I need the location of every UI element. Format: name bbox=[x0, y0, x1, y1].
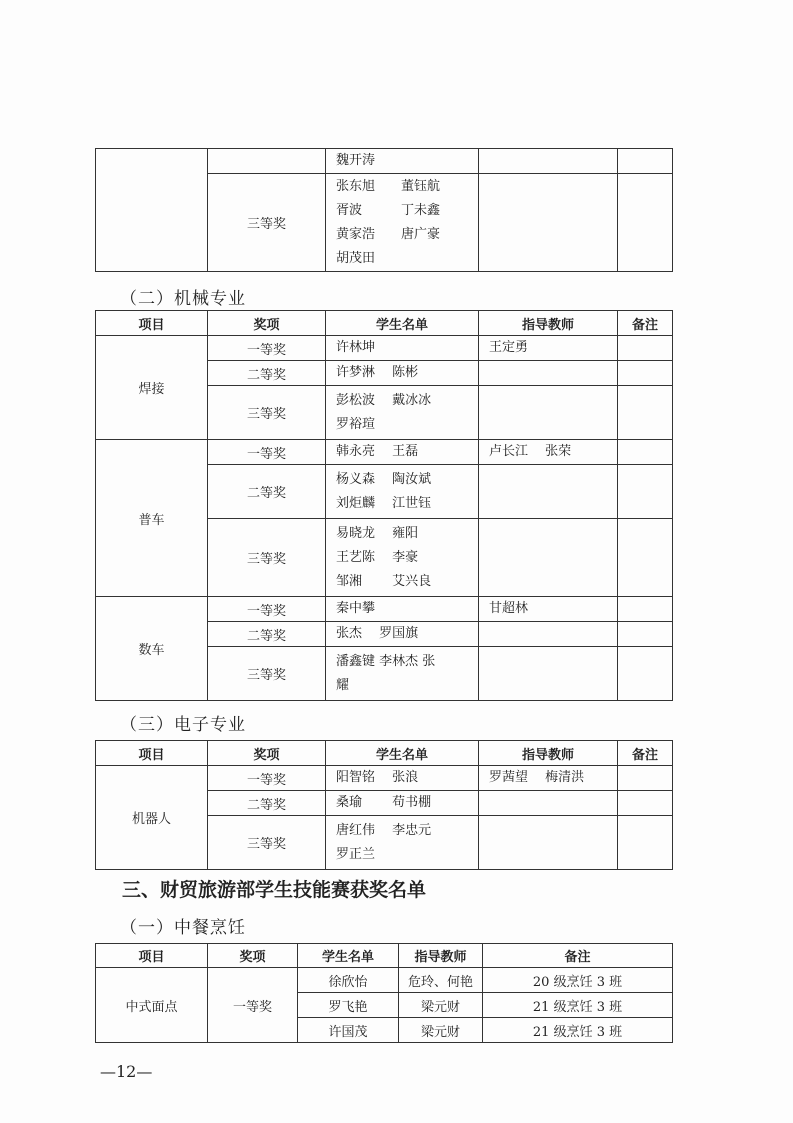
table-row: 中式面点 一等奖 徐欣怡 危玲、何艳 20 级烹饪 3 班 bbox=[96, 968, 673, 993]
students-cell: 魏开涛 bbox=[326, 149, 479, 174]
note-cell bbox=[618, 647, 673, 701]
students-cell: 韩永亮 王磊 bbox=[326, 440, 479, 465]
students-cell: 唐红伟 李忠元 罗正兰 bbox=[326, 816, 479, 870]
students-cell: 张杰 罗国旗 bbox=[326, 622, 479, 647]
students-cell: 阳智铭 张浪 bbox=[326, 766, 479, 791]
part-heading: 三、财贸旅游部学生技能赛获奖名单 bbox=[122, 879, 427, 901]
award-cell: 三等奖 bbox=[208, 519, 326, 597]
item-cell: 数车 bbox=[96, 597, 208, 701]
teacher-cell bbox=[479, 361, 618, 386]
award-cell: 二等奖 bbox=[208, 791, 326, 816]
note-cell bbox=[618, 465, 673, 519]
teacher-cell bbox=[479, 386, 618, 440]
teacher-cell bbox=[479, 647, 618, 701]
students-cell: 张东旭 董钰航 胥波 丁未鑫 黄家浩 唐广豪 胡茂田 bbox=[326, 174, 479, 272]
students-cell: 杨义森 陶汝斌 刘炬麟 江世钰 bbox=[326, 465, 479, 519]
note-cell bbox=[618, 597, 673, 622]
teacher-cell: 王定勇 bbox=[479, 336, 618, 361]
note-cell bbox=[618, 816, 673, 870]
award-cell: 二等奖 bbox=[208, 465, 326, 519]
students-cell: 许梦淋 陈彬 bbox=[326, 361, 479, 386]
students-cell: 彭松波 戴冰冰 罗裕瑄 bbox=[326, 386, 479, 440]
teacher-cell bbox=[479, 622, 618, 647]
teacher-cell bbox=[479, 465, 618, 519]
teacher-cell bbox=[479, 791, 618, 816]
electronics-award-table bbox=[95, 740, 673, 870]
award-cell: 三等奖 bbox=[208, 816, 326, 870]
table-row bbox=[96, 597, 673, 622]
note-cell bbox=[618, 791, 673, 816]
note-cell bbox=[618, 336, 673, 361]
section-heading-mechanical: （二）机械专业 bbox=[120, 289, 246, 309]
table-row bbox=[96, 440, 673, 465]
cooking-award-table bbox=[95, 943, 673, 1043]
page-number: —12— bbox=[100, 1062, 153, 1081]
item-cell: 焊接 bbox=[96, 336, 208, 440]
award-cell: 一等奖 bbox=[208, 440, 326, 465]
note-cell bbox=[618, 519, 673, 597]
students-cell: 许林坤 bbox=[326, 336, 479, 361]
mechanical-award-table bbox=[95, 310, 673, 701]
teacher-cell: 甘超林 bbox=[479, 597, 618, 622]
award-cell: 二等奖 bbox=[208, 622, 326, 647]
teacher-cell bbox=[479, 816, 618, 870]
award-cell: 一等奖 bbox=[208, 766, 326, 791]
note-cell bbox=[618, 622, 673, 647]
table-row: 许国茂 梁元财 21 级烹饪 3 班 bbox=[96, 1018, 673, 1043]
item-cell bbox=[96, 149, 208, 272]
award-cell: 三等奖 bbox=[208, 386, 326, 440]
award-cell: 二等奖 bbox=[208, 361, 326, 386]
students-cell: 潘鑫键 李林杰 张 耀 bbox=[326, 647, 479, 701]
note-cell bbox=[618, 361, 673, 386]
item-cell: 机器人 bbox=[96, 766, 208, 870]
table-row bbox=[96, 336, 673, 361]
award-table-continued bbox=[95, 148, 673, 272]
table-header: 项目 奖项 学生名单 指导教师 备注 bbox=[96, 741, 673, 766]
section-heading-electronics: （三）电子专业 bbox=[120, 715, 246, 735]
item-cell: 普车 bbox=[96, 440, 208, 597]
award-cell: 三等奖 bbox=[208, 647, 326, 701]
table-header: 项目 奖项 学生名单 指导教师 备注 bbox=[96, 311, 673, 336]
teacher-cell: 罗茜望 梅清洪 bbox=[479, 766, 618, 791]
table-row bbox=[96, 766, 673, 791]
award-cell: 三等奖 bbox=[208, 174, 326, 272]
award-cell: 一等奖 bbox=[208, 336, 326, 361]
award-cell: 一等奖 bbox=[208, 597, 326, 622]
students-cell: 桑瑜 苟书棚 bbox=[326, 791, 479, 816]
section-heading-cooking: （一）中餐烹饪 bbox=[120, 918, 246, 938]
students-cell: 秦中攀 bbox=[326, 597, 479, 622]
note-cell bbox=[618, 766, 673, 791]
teacher-cell bbox=[479, 519, 618, 597]
table-header: 项目 奖项 学生名单 指导教师 备注 bbox=[96, 944, 673, 968]
table-row: 罗飞艳 梁元财 21 级烹饪 3 班 bbox=[96, 993, 673, 1018]
note-cell bbox=[618, 386, 673, 440]
teacher-cell: 卢长江 张荣 bbox=[479, 440, 618, 465]
note-cell bbox=[618, 440, 673, 465]
students-cell: 易晓龙 雍阳 王艺陈 李豪 邹湘 艾兴良 bbox=[326, 519, 479, 597]
